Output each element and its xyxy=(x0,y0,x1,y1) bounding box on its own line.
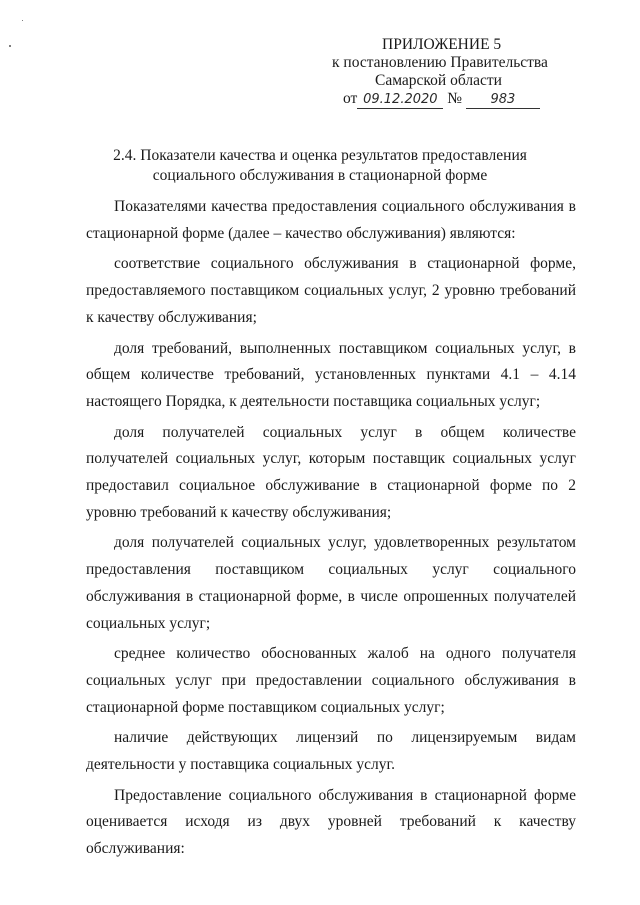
handwritten-date: 09.12.2020 xyxy=(363,92,438,107)
section-title xyxy=(0,146,640,186)
handwritten-number: 983 xyxy=(490,92,516,107)
paragraph: соответствие социального обслуживания в стационарной форме, предоставляемого поставщиком социальных услуг, 2 уровню требований к качеству обслуживания; xyxy=(86,255,576,326)
paragraph: Показателями качества предоставления социального обслуживания в стационарной форме (далее – качество обслуживания) являются: xyxy=(86,198,576,242)
decree-reference: к постановлению Правительства xyxy=(332,54,548,71)
number-prefix: № xyxy=(447,90,462,107)
paragraph: доля получателей социальных услуг в общем количестве получателей социальных услуг, которым поставщик социальных услуг предоставил социальное обслуживание в стационарной форме по 2 уровню требований к качеству обслуживания; xyxy=(86,423,576,521)
number-field xyxy=(466,90,540,109)
paragraph: Предоставление социального обслуживания в стационарной форме оценивается исходя из двух уровней требований к качеству обслуживания: xyxy=(86,786,576,858)
paragraph: наличие действующих лицензий по лицензируемым видам деятельности у поставщика социальных услуг. xyxy=(86,729,576,774)
document-body xyxy=(86,194,576,863)
date-field xyxy=(357,90,443,109)
region-name: Самарской области xyxy=(375,72,502,89)
appendix-title: ПРИЛОЖЕНИЕ 5 xyxy=(382,36,502,53)
scan-speck xyxy=(22,20,23,21)
paragraph: среднее количество обоснованных жалоб на одного получателя социальных услуг при предоставлении социального обслуживания в стационарной форме поставщиком социальных услуг; xyxy=(86,645,576,716)
section-title-line-2: социального обслуживания в стационарной форме xyxy=(152,167,488,184)
paragraph: доля получателей социальных услуг, удовлетворенных результатом предоставления поставщиком социальных услуг социального обслуживания в стационарной форме, в числе опрошенных получателей социальных услуг; xyxy=(86,534,576,632)
scan-speck xyxy=(9,45,11,47)
paragraph: доля требований, выполненных поставщиком социальных услуг, в общем количестве требований, установленных пунктами 4.1 – 4.14 настоящего Порядка, к деятельности поставщика социальных услуг; xyxy=(86,339,576,410)
decree-date-number xyxy=(343,90,540,110)
date-prefix: от xyxy=(343,90,358,107)
section-title-line-1: 2.4. Показатели качества и оценка результатов предоставления xyxy=(113,147,527,164)
